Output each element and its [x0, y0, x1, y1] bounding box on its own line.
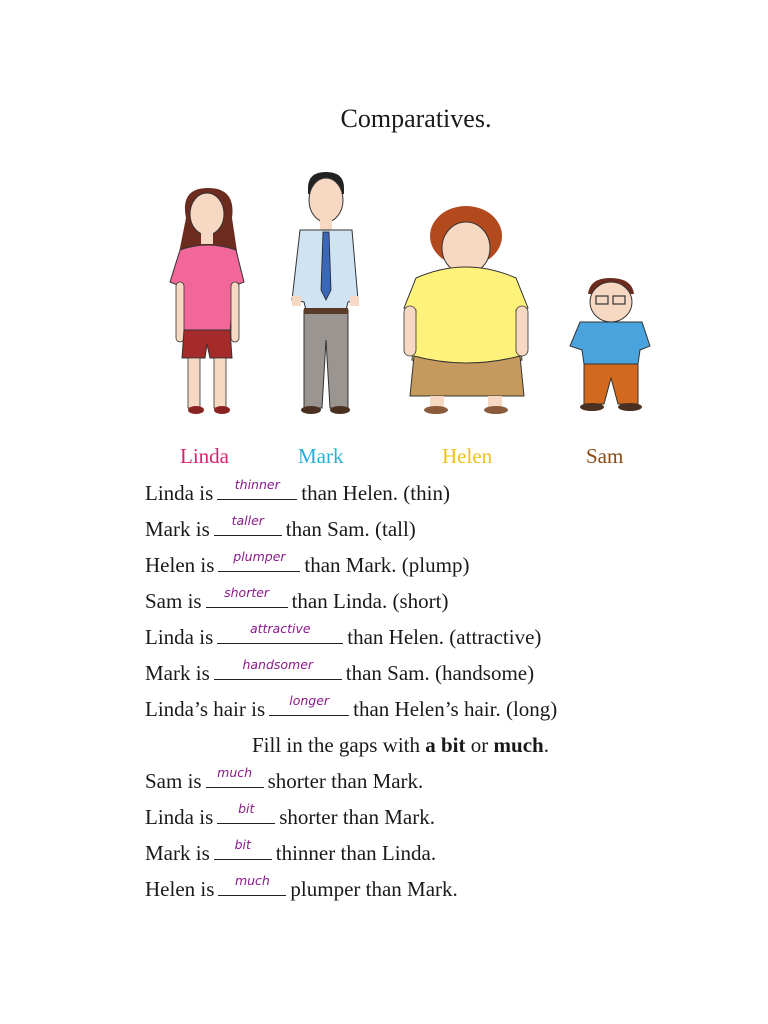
answer-blank[interactable]: [217, 479, 297, 500]
line-end: than Sam. (tall): [285, 517, 416, 541]
line-end: than Helen. (attractive): [347, 625, 542, 649]
line-end: than Helen. (thin): [301, 481, 450, 505]
name-sam: Sam: [586, 444, 624, 468]
exercise-line: [145, 839, 436, 867]
line-start: Sam is: [145, 769, 202, 793]
line-start: Mark is: [145, 517, 210, 541]
answer-text: taller: [231, 513, 264, 528]
line-start: Linda’s hair is: [145, 697, 266, 721]
line-start: Sam is: [145, 589, 202, 613]
answer-text: bit: [238, 801, 255, 816]
line-start: Helen is: [145, 877, 215, 901]
exercise-line: [145, 767, 423, 795]
worksheet-title: Comparatives.: [340, 104, 492, 133]
answer-blank[interactable]: [206, 587, 288, 608]
instruction-line: [252, 731, 549, 759]
instruction-or: or: [470, 733, 489, 757]
instruction-period: .: [543, 733, 549, 757]
line-start: Helen is: [145, 553, 215, 577]
exercise-line: [145, 551, 469, 579]
line-start: Linda is: [145, 625, 214, 649]
answer-blank[interactable]: [214, 839, 272, 860]
name-linda: Linda: [180, 444, 229, 468]
answer-blank[interactable]: [218, 875, 286, 896]
exercise-line: [145, 623, 541, 651]
answer-blank[interactable]: [217, 623, 343, 644]
answer-blank[interactable]: [214, 659, 342, 680]
option-a-bit: a bit: [425, 733, 466, 757]
exercise-line: [145, 695, 557, 723]
exercise-line: [145, 587, 448, 615]
name-mark: Mark: [298, 444, 344, 468]
answer-blank[interactable]: [206, 767, 264, 788]
answer-text: thinner: [234, 477, 280, 492]
answer-text: plumper: [233, 549, 286, 564]
characters-illustration: [0, 160, 768, 430]
line-start: Mark is: [145, 661, 210, 685]
line-end: than Linda. (short): [291, 589, 449, 613]
line-start: Linda is: [145, 481, 214, 505]
sam-figure: [570, 278, 650, 411]
name-helen: Helen: [442, 444, 493, 468]
line-end: than Mark. (plump): [304, 553, 470, 577]
answer-blank[interactable]: [214, 515, 282, 536]
answer-text: much: [234, 873, 270, 888]
answer-blank[interactable]: [218, 551, 300, 572]
line-start: Mark is: [145, 841, 210, 865]
line-end: than Sam. (handsome): [345, 661, 535, 685]
option-much: much: [493, 733, 544, 757]
exercise-line: [145, 875, 458, 903]
character-names: [0, 444, 768, 472]
answer-blank[interactable]: [217, 803, 275, 824]
line-end: than Helen’s hair. (long): [353, 697, 558, 721]
exercise-line: [145, 479, 450, 507]
answer-text: handsomer: [242, 657, 314, 672]
mark-figure: [292, 172, 359, 414]
answer-text: longer: [289, 693, 330, 708]
exercise-line: [145, 515, 416, 543]
line-end: thinner than Linda.: [275, 841, 437, 865]
answer-text: much: [217, 765, 253, 780]
exercise-line: [145, 659, 534, 687]
instruction-text: Fill in the gaps with: [252, 733, 420, 757]
linda-figure: [170, 188, 244, 414]
line-end: shorter than Mark.: [267, 769, 424, 793]
line-end: shorter than Mark.: [279, 805, 435, 829]
line-start: Linda is: [145, 805, 214, 829]
answer-text: shorter: [224, 585, 270, 600]
answer-text: attractive: [249, 621, 311, 636]
answer-blank[interactable]: [269, 695, 349, 716]
line-end: plumper than Mark.: [290, 877, 458, 901]
helen-figure: [404, 206, 528, 414]
exercise-line: [145, 803, 435, 831]
answer-text: bit: [234, 837, 251, 852]
